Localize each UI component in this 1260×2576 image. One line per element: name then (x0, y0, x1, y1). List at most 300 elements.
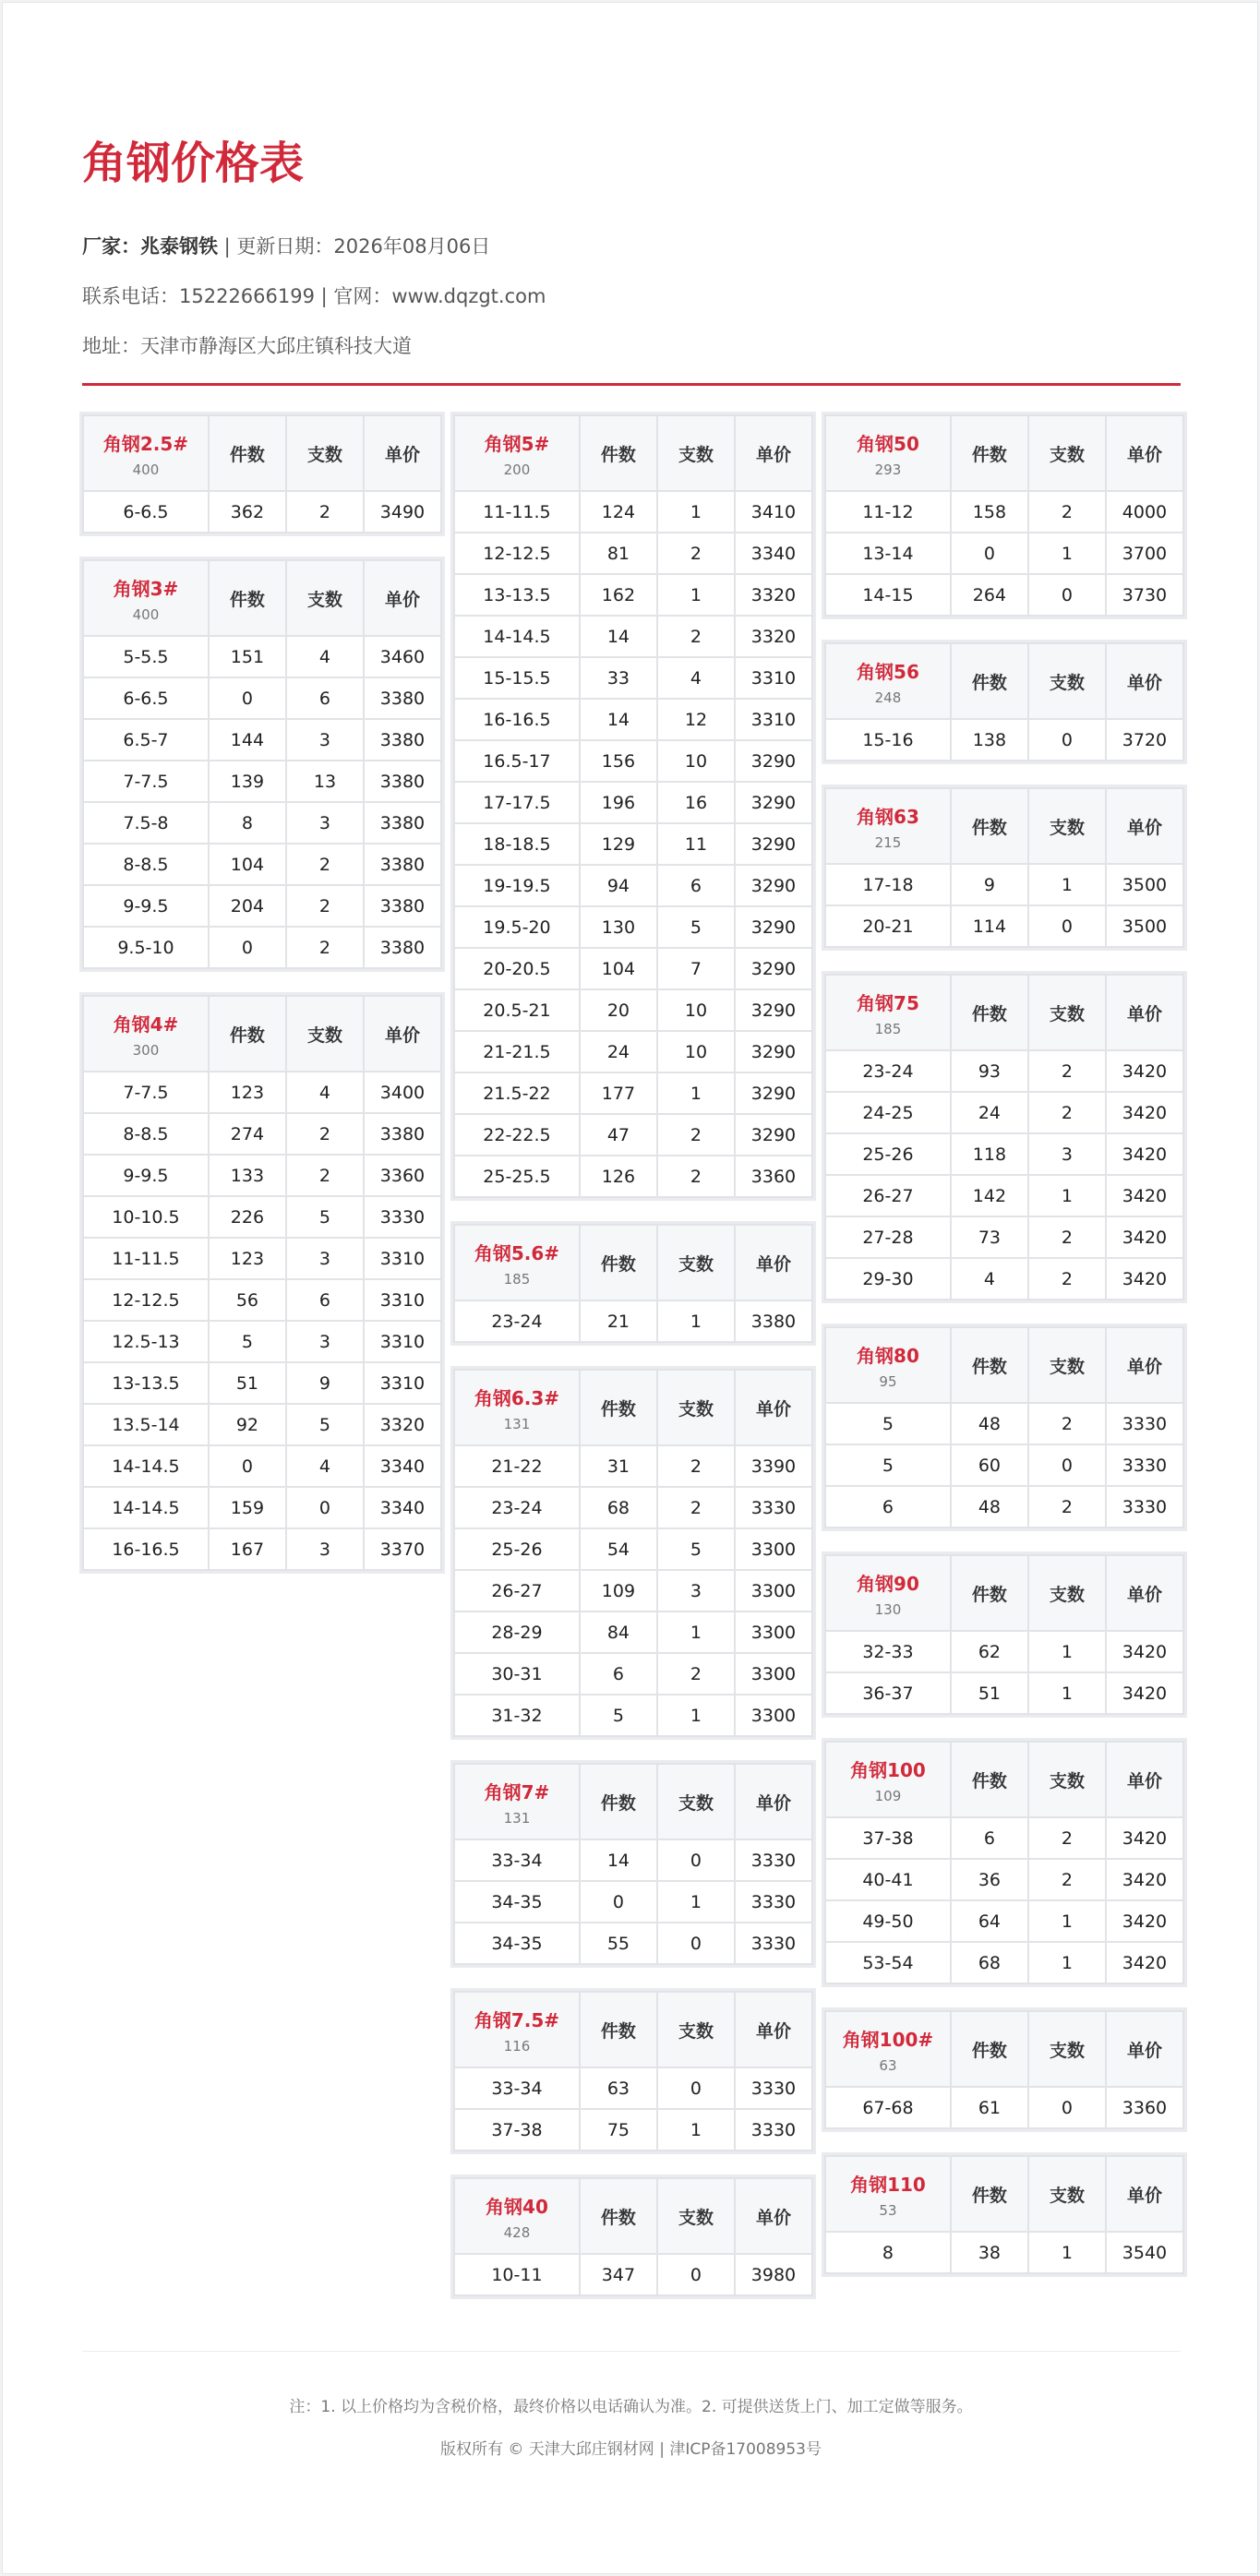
pieces-cell: 3 (286, 802, 364, 844)
pieces-cell: 5 (657, 1528, 735, 1570)
header-price: 单价 (735, 2178, 812, 2254)
spec-cell: 30-31 (454, 1653, 580, 1695)
price-cell: 3330 (735, 2067, 812, 2109)
pieces-cell: 2 (286, 927, 364, 968)
spec-cell: 32-33 (825, 1631, 951, 1672)
product-name-cell (825, 1327, 951, 1403)
price-cell: 3540 (1106, 2232, 1183, 2273)
count-cell: 8 (209, 802, 286, 844)
pieces-cell: 2 (1028, 491, 1106, 533)
product-total: 400 (132, 461, 160, 478)
table-row (83, 1445, 441, 1487)
price-cell: 3340 (364, 1487, 441, 1528)
pieces-cell: 1 (657, 574, 735, 616)
count-cell: 56 (209, 1279, 286, 1321)
pieces-cell: 2 (286, 1113, 364, 1155)
table-row (825, 2087, 1183, 2128)
table-row (825, 1942, 1183, 1983)
page-title: 角钢价格表 (82, 138, 305, 189)
count-cell: 109 (580, 1570, 657, 1611)
table-row (83, 802, 441, 844)
product-name-cell (454, 1370, 580, 1445)
count-cell: 92 (209, 1404, 286, 1445)
count-cell: 118 (951, 1133, 1028, 1175)
pieces-cell: 2 (1028, 1486, 1106, 1528)
price-table (453, 2177, 813, 2296)
pieces-cell: 1 (1028, 1942, 1106, 1983)
count-cell: 142 (951, 1175, 1028, 1216)
spec-cell: 20-20.5 (454, 948, 580, 989)
count-cell: 114 (951, 905, 1028, 947)
pieces-cell: 3 (1028, 1133, 1106, 1175)
price-cell: 3300 (735, 1528, 812, 1570)
product-total: 428 (503, 2223, 531, 2241)
price-cell: 3330 (1106, 1444, 1183, 1486)
product-name: 角钢5.6# (474, 1241, 560, 1264)
count-cell: 60 (951, 1444, 1028, 1486)
pieces-cell: 7 (657, 948, 735, 989)
price-column-2 (453, 414, 813, 2322)
product-name: 角钢75 (857, 991, 919, 1014)
table-row (825, 864, 1183, 905)
pieces-cell: 9 (286, 1362, 364, 1404)
count-cell: 0 (209, 927, 286, 968)
product-name: 角钢40 (486, 2195, 548, 2218)
header-price: 单价 (1106, 415, 1183, 491)
table-row (454, 1114, 812, 1156)
header-pieces: 支数 (1028, 643, 1106, 719)
count-cell: 151 (209, 636, 286, 677)
spec-cell: 11-11.5 (83, 1238, 209, 1279)
header-pieces: 支数 (286, 415, 364, 491)
table-row (454, 1881, 812, 1923)
price-cell: 3290 (735, 1072, 812, 1114)
price-table (824, 2010, 1184, 2129)
product-name: 角钢4# (113, 1012, 179, 1036)
product-name: 角钢100# (842, 2028, 934, 2051)
table-row (454, 740, 812, 782)
pieces-cell: 4 (286, 1445, 364, 1487)
spec-cell: 17-17.5 (454, 782, 580, 823)
pieces-cell: 1 (1028, 1175, 1106, 1216)
table-row (454, 1528, 812, 1570)
table-row (825, 1900, 1183, 1942)
pieces-cell: 2 (657, 1156, 735, 1197)
product-total: 109 (874, 1787, 902, 1804)
update-date: | 更新日期：2026年08月06日 (218, 235, 491, 258)
product-name: 角钢63 (857, 805, 919, 828)
count-cell: 68 (580, 1487, 657, 1528)
table-row (83, 636, 441, 677)
pieces-cell: 6 (286, 1279, 364, 1321)
pieces-cell: 2 (286, 491, 364, 533)
spec-cell: 13.5-14 (83, 1404, 209, 1445)
price-cell: 3290 (735, 1031, 812, 1072)
header-count: 件数 (209, 415, 286, 491)
spec-cell: 33-34 (454, 1839, 580, 1881)
table-row (454, 1570, 812, 1611)
product-name-cell (454, 1992, 580, 2067)
table-row (825, 719, 1183, 761)
spec-cell: 9.5-10 (83, 927, 209, 968)
price-cell: 3500 (1106, 864, 1183, 905)
header-price: 单价 (735, 1764, 812, 1839)
count-cell: 0 (209, 677, 286, 719)
price-cell: 3420 (1106, 1050, 1183, 1092)
pieces-cell: 3 (657, 1570, 735, 1611)
pieces-cell: 2 (1028, 1216, 1106, 1258)
count-cell: 156 (580, 740, 657, 782)
product-name: 角钢2.5# (102, 432, 189, 455)
header-count: 件数 (580, 1992, 657, 2067)
count-cell: 126 (580, 1156, 657, 1197)
spec-cell: 9-9.5 (83, 885, 209, 927)
spec-cell: 21-22 (454, 1445, 580, 1487)
header-count: 件数 (580, 1764, 657, 1839)
header-pieces: 支数 (1028, 2011, 1106, 2087)
count-cell: 14 (580, 699, 657, 740)
price-cell: 3420 (1106, 1216, 1183, 1258)
header-pieces: 支数 (286, 996, 364, 1072)
pieces-cell: 10 (657, 740, 735, 782)
product-total: 293 (874, 461, 902, 478)
table-row (83, 927, 441, 968)
table-row (454, 491, 812, 533)
price-cell: 3380 (364, 1113, 441, 1155)
count-cell: 48 (951, 1486, 1028, 1528)
pieces-cell: 0 (1028, 1444, 1106, 1486)
header-price: 单价 (1106, 2011, 1183, 2087)
price-table (824, 414, 1184, 617)
table-row (825, 491, 1183, 533)
count-cell: 123 (209, 1238, 286, 1279)
spec-cell: 12-12.5 (83, 1279, 209, 1321)
count-cell: 124 (580, 491, 657, 533)
table-row (454, 2254, 812, 2295)
count-cell: 129 (580, 823, 657, 865)
product-name-cell (454, 1764, 580, 1839)
price-cell: 3330 (735, 1881, 812, 1923)
table-row (825, 1631, 1183, 1672)
product-name: 角钢80 (857, 1344, 919, 1367)
count-cell: 177 (580, 1072, 657, 1114)
product-total: 63 (879, 2056, 897, 2074)
price-table (824, 1741, 1184, 1984)
spec-cell: 28-29 (454, 1611, 580, 1653)
pieces-cell: 2 (1028, 1817, 1106, 1859)
price-table (824, 2155, 1184, 2274)
price-cell: 3320 (735, 574, 812, 616)
header-pieces: 支数 (1028, 788, 1106, 864)
count-cell: 139 (209, 761, 286, 802)
price-table (453, 1369, 813, 1737)
count-cell: 196 (580, 782, 657, 823)
price-cell: 3330 (1106, 1403, 1183, 1444)
header-count: 件数 (951, 1327, 1028, 1403)
table-row (454, 1695, 812, 1736)
price-cell: 4000 (1106, 491, 1183, 533)
table-row (83, 1196, 441, 1238)
table-row (454, 1072, 812, 1114)
count-cell: 0 (951, 533, 1028, 574)
pieces-cell: 1 (657, 1695, 735, 1736)
table-row (825, 1092, 1183, 1133)
footer-copyright: 版权所有 © 天津大邱庄钢材网 | 津ICP备17008953号 (439, 2440, 822, 2459)
header-price: 单价 (735, 1225, 812, 1300)
table-row (454, 1031, 812, 1072)
count-cell: 347 (580, 2254, 657, 2295)
price-cell: 3310 (735, 699, 812, 740)
count-cell: 55 (580, 1923, 657, 1964)
product-name: 角钢56 (857, 660, 919, 683)
pieces-cell: 1 (657, 1611, 735, 1653)
product-total: 131 (503, 1415, 531, 1432)
pieces-cell: 12 (657, 699, 735, 740)
price-cell: 3330 (735, 1839, 812, 1881)
price-cell: 3380 (735, 1300, 812, 1342)
address-line: 地址：天津市静海区大邱庄镇科技大道 (82, 335, 412, 357)
price-cell: 3380 (364, 677, 441, 719)
footer-divider (82, 2351, 1181, 2352)
table-row (83, 1072, 441, 1113)
spec-cell: 5 (825, 1403, 951, 1444)
pieces-cell: 6 (286, 677, 364, 719)
table-row (454, 782, 812, 823)
pieces-cell: 2 (1028, 1258, 1106, 1300)
price-table (453, 414, 813, 1198)
spec-cell: 23-24 (454, 1300, 580, 1342)
count-cell: 24 (951, 1092, 1028, 1133)
price-cell: 3330 (364, 1196, 441, 1238)
price-cell: 3310 (364, 1362, 441, 1404)
header-count: 件数 (951, 2156, 1028, 2232)
product-name-cell (83, 996, 209, 1072)
count-cell: 5 (209, 1321, 286, 1362)
product-total: 53 (879, 2201, 897, 2219)
count-cell: 6 (580, 1653, 657, 1695)
table-row (454, 1839, 812, 1881)
spec-cell: 26-27 (825, 1175, 951, 1216)
header-price: 单价 (735, 1370, 812, 1445)
pieces-cell: 4 (286, 1072, 364, 1113)
count-cell: 158 (951, 491, 1028, 533)
table-row (83, 1279, 441, 1321)
count-cell: 167 (209, 1528, 286, 1570)
count-cell: 51 (951, 1672, 1028, 1714)
price-cell: 3420 (1106, 1900, 1183, 1942)
header-pieces: 支数 (1028, 415, 1106, 491)
count-cell: 6 (951, 1817, 1028, 1859)
table-row (825, 533, 1183, 574)
count-cell: 159 (209, 1487, 286, 1528)
spec-cell: 40-41 (825, 1859, 951, 1900)
spec-cell: 13-14 (825, 533, 951, 574)
pieces-cell: 5 (286, 1196, 364, 1238)
pieces-cell: 1 (1028, 1672, 1106, 1714)
pieces-cell: 10 (657, 1031, 735, 1072)
pieces-cell: 5 (657, 906, 735, 948)
price-cell: 3340 (364, 1445, 441, 1487)
header-count: 件数 (951, 643, 1028, 719)
table-row (454, 657, 812, 699)
spec-cell: 7-7.5 (83, 761, 209, 802)
table-row (454, 2067, 812, 2109)
spec-cell: 67-68 (825, 2087, 951, 2128)
header-pieces: 支数 (657, 1992, 735, 2067)
spec-cell: 11-12 (825, 491, 951, 533)
price-table (824, 974, 1184, 1300)
price-cell: 3420 (1106, 1817, 1183, 1859)
table-row (83, 719, 441, 761)
header-price: 单价 (1106, 788, 1183, 864)
spec-cell: 25-26 (454, 1528, 580, 1570)
count-cell: 54 (580, 1528, 657, 1570)
spec-cell: 31-32 (454, 1695, 580, 1736)
count-cell: 123 (209, 1072, 286, 1113)
product-name: 角钢50 (857, 432, 919, 455)
table-row (454, 1653, 812, 1695)
header-price: 单价 (364, 415, 441, 491)
footer-note: 注：1. 以上价格均为含税价格，最终价格以电话确认为准。2. 可提供送货上门、加工定做等服务。 (289, 2398, 973, 2416)
pieces-cell: 6 (657, 865, 735, 906)
spec-cell: 20.5-21 (454, 989, 580, 1031)
header-pieces: 支数 (657, 1764, 735, 1839)
count-cell: 204 (209, 885, 286, 927)
price-cell: 3290 (735, 1114, 812, 1156)
price-table (82, 414, 442, 533)
pieces-cell: 10 (657, 989, 735, 1031)
price-cell: 3380 (364, 927, 441, 968)
table-row (454, 1156, 812, 1197)
pieces-cell: 3 (286, 1238, 364, 1279)
count-cell: 21 (580, 1300, 657, 1342)
pieces-cell: 2 (286, 885, 364, 927)
pieces-cell: 3 (286, 1321, 364, 1362)
spec-cell: 14-14.5 (83, 1445, 209, 1487)
table-row (454, 2109, 812, 2151)
table-row (83, 1321, 441, 1362)
product-total: 116 (503, 2037, 531, 2055)
price-table (453, 1224, 813, 1343)
count-cell: 31 (580, 1445, 657, 1487)
product-total: 400 (132, 605, 160, 623)
price-cell: 3420 (1106, 1133, 1183, 1175)
spec-cell: 13-13.5 (83, 1362, 209, 1404)
spec-cell: 24-25 (825, 1092, 951, 1133)
table-row (83, 1487, 441, 1528)
pieces-cell: 2 (286, 1155, 364, 1196)
count-cell: 20 (580, 989, 657, 1031)
pieces-cell: 13 (286, 761, 364, 802)
count-cell: 94 (580, 865, 657, 906)
price-cell: 3290 (735, 782, 812, 823)
price-cell: 3410 (735, 491, 812, 533)
spec-cell: 19.5-20 (454, 906, 580, 948)
pieces-cell: 0 (1028, 719, 1106, 761)
pieces-cell: 2 (657, 1653, 735, 1695)
table-row (825, 1817, 1183, 1859)
price-cell: 3700 (1106, 533, 1183, 574)
pieces-cell: 4 (286, 636, 364, 677)
price-cell: 3290 (735, 948, 812, 989)
header-pieces: 支数 (657, 2178, 735, 2254)
price-cell: 3300 (735, 1695, 812, 1736)
spec-cell: 49-50 (825, 1900, 951, 1942)
header-price: 单价 (1106, 975, 1183, 1050)
spec-cell: 13-13.5 (454, 574, 580, 616)
spec-cell: 10-11 (454, 2254, 580, 2295)
header-pieces: 支数 (1028, 1327, 1106, 1403)
header-price: 单价 (1106, 1742, 1183, 1817)
count-cell: 47 (580, 1114, 657, 1156)
count-cell: 264 (951, 574, 1028, 616)
spec-cell: 5 (825, 1444, 951, 1486)
spec-cell: 37-38 (454, 2109, 580, 2151)
price-cell: 3290 (735, 906, 812, 948)
spec-cell: 14-14.5 (83, 1487, 209, 1528)
count-cell: 84 (580, 1611, 657, 1653)
price-table (824, 1554, 1184, 1715)
header-count: 件数 (209, 996, 286, 1072)
count-cell: 68 (951, 1942, 1028, 1983)
spec-cell: 22-22.5 (454, 1114, 580, 1156)
spec-cell: 5-5.5 (83, 636, 209, 677)
product-total: 185 (503, 1270, 531, 1288)
spec-cell: 17-18 (825, 864, 951, 905)
table-row (454, 823, 812, 865)
spec-cell: 19-19.5 (454, 865, 580, 906)
table-row (825, 1175, 1183, 1216)
product-total: 130 (874, 1600, 902, 1618)
price-column-3 (824, 414, 1184, 2300)
table-row (454, 533, 812, 574)
pieces-cell: 0 (1028, 574, 1106, 616)
price-cell: 3300 (735, 1570, 812, 1611)
spec-cell: 7.5-8 (83, 802, 209, 844)
product-name: 角钢90 (857, 1572, 919, 1595)
price-cell: 3330 (735, 1487, 812, 1528)
price-cell: 3380 (364, 761, 441, 802)
product-name-cell (454, 1225, 580, 1300)
count-cell: 133 (209, 1155, 286, 1196)
price-cell: 3290 (735, 865, 812, 906)
count-cell: 226 (209, 1196, 286, 1238)
spec-cell: 6-6.5 (83, 491, 209, 533)
spec-cell: 29-30 (825, 1258, 951, 1300)
header-pieces: 支数 (657, 415, 735, 491)
price-table (82, 559, 442, 969)
header-count: 件数 (951, 975, 1028, 1050)
price-table (824, 1326, 1184, 1528)
header-count: 件数 (951, 1555, 1028, 1631)
table-row (83, 677, 441, 719)
header-pieces: 支数 (1028, 1742, 1106, 1817)
spec-cell: 14-14.5 (454, 616, 580, 657)
price-cell: 3310 (364, 1279, 441, 1321)
table-row (825, 1050, 1183, 1092)
header-pieces: 支数 (1028, 1555, 1106, 1631)
count-cell: 0 (580, 1881, 657, 1923)
spec-cell: 16-16.5 (454, 699, 580, 740)
spec-cell: 33-34 (454, 2067, 580, 2109)
header-count: 件数 (580, 1370, 657, 1445)
product-name-cell (825, 1555, 951, 1631)
price-cell: 3360 (1106, 2087, 1183, 2128)
spec-cell: 21-21.5 (454, 1031, 580, 1072)
price-cell: 3360 (735, 1156, 812, 1197)
pieces-cell: 16 (657, 782, 735, 823)
count-cell: 24 (580, 1031, 657, 1072)
